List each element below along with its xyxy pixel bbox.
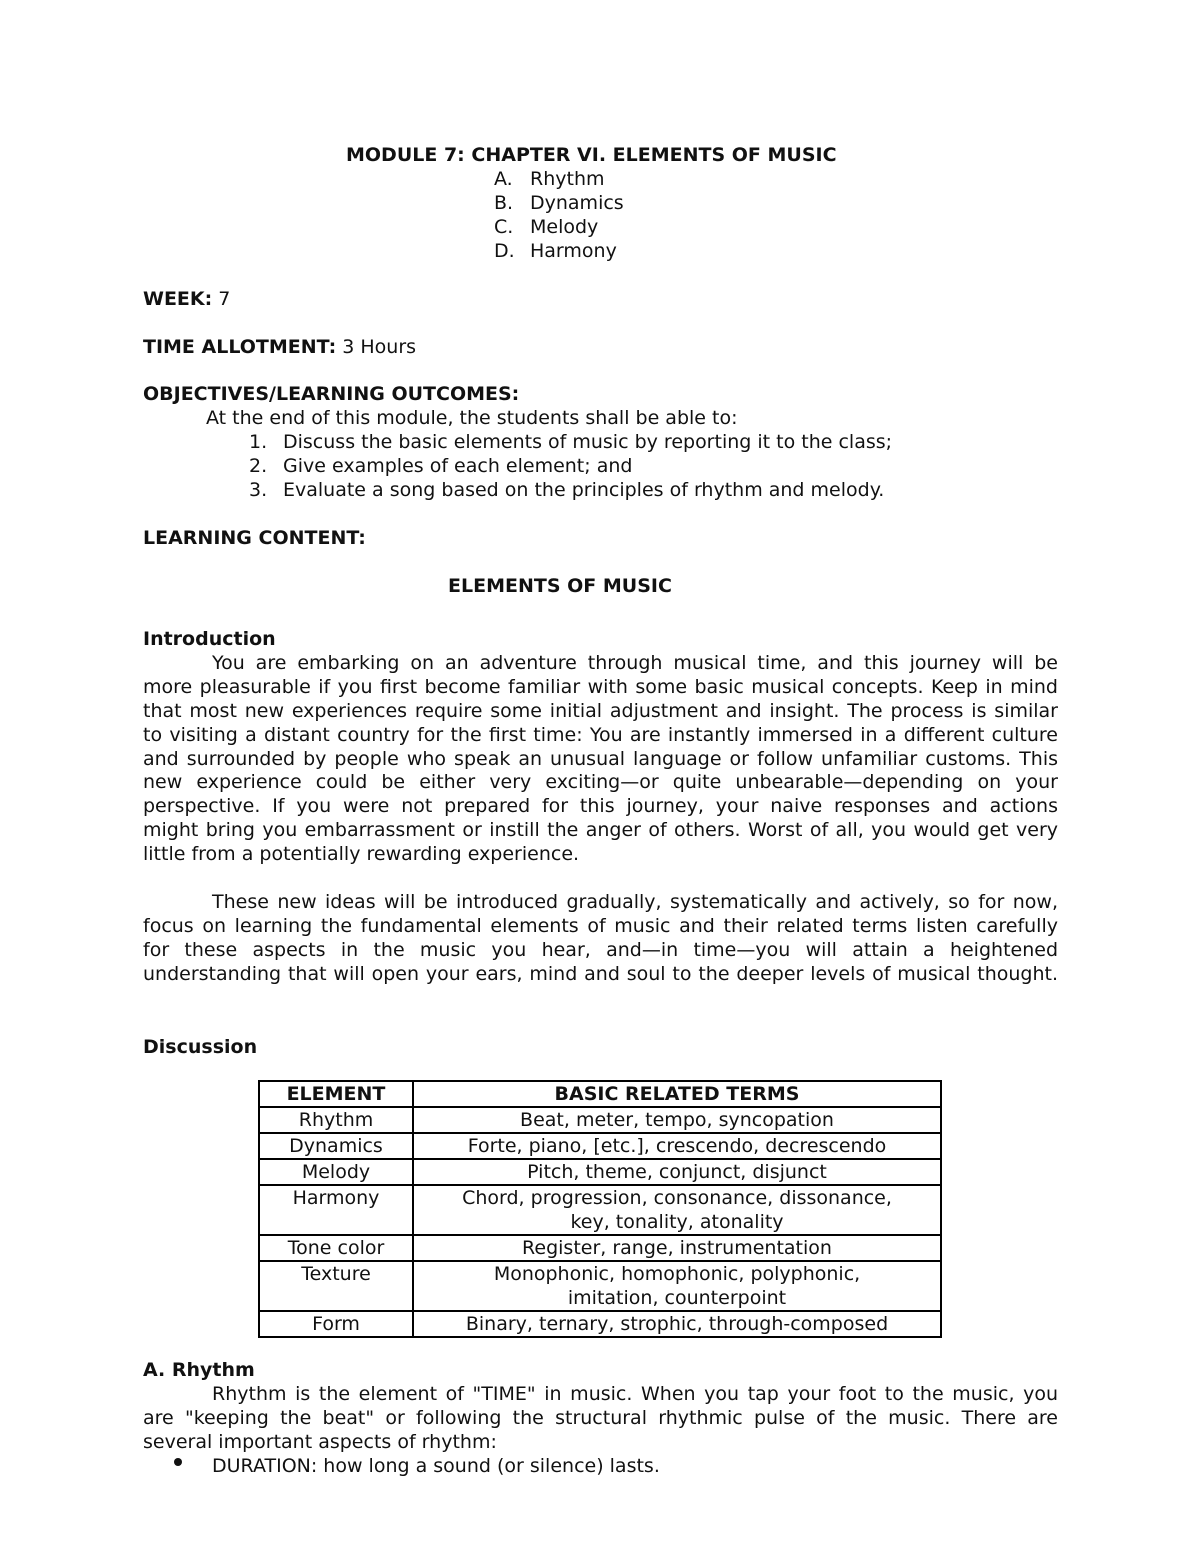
topic-label: Harmony — [530, 240, 617, 262]
paragraph-line: more pleasurable if you first become familiar with some basic musical concepts. Keep in mind — [143, 676, 1058, 698]
learning-content-heading: LEARNING CONTENT: — [143, 527, 366, 549]
topic-marker: D. — [494, 240, 515, 262]
objective-text: Discuss the basic elements of music by reporting it to the class; — [283, 431, 893, 453]
terms-line: Chord, progression, consonance, dissonance, — [462, 1187, 892, 1209]
paragraph-line: understanding that will open your ears, mind and soul to the deeper levels of musical thought. — [143, 963, 1058, 985]
column-header-element: ELEMENT — [259, 1081, 413, 1107]
terms-cell — [413, 1185, 941, 1235]
paragraph-line: several important aspects of rhythm: — [143, 1431, 497, 1453]
paragraph-line: new experience could be either very exciting—or quite unbearable—depending on your — [143, 771, 1058, 793]
terms-line: Monophonic, homophonic, polyphonic, — [493, 1263, 861, 1285]
terms-line: Pitch, theme, conjunct, disjunct — [527, 1161, 827, 1183]
week-line — [143, 287, 230, 311]
terms-line: Forte, piano, [etc.], crescendo, decrescendo — [467, 1135, 887, 1157]
paragraph-line: might bring you embarrassment or instill the anger of others. Worst of all, you would get very — [143, 819, 1058, 841]
paragraph-line: You are embarking on an adventure through musical time, and this journey will be — [212, 652, 1058, 674]
topic-label: Melody — [530, 216, 599, 238]
terms-line: imitation, counterpoint — [567, 1287, 787, 1309]
paragraph-line: are "keeping the beat" or following the structural rhythmic pulse of the music. There are — [143, 1407, 1058, 1429]
paragraph-line: focus on learning the fundamental elements of music and their related terms listen carefully — [143, 915, 1058, 937]
bullet-item: DURATION: how long a sound (or silence) lasts. — [212, 1455, 660, 1477]
objectives-heading: OBJECTIVES/LEARNING OUTCOMES: — [143, 383, 520, 405]
time-allotment-value: 3 Hours — [342, 336, 417, 358]
table-row — [259, 1185, 941, 1235]
topic-marker: A. — [494, 168, 513, 190]
objective-text: Evaluate a song based on the principles of rhythm and melody. — [283, 479, 885, 501]
table-row — [259, 1133, 941, 1159]
paragraph-line: Rhythm is the element of "TIME" in music. When you tap your foot to the music, you — [212, 1383, 1058, 1405]
element-cell: Texture — [259, 1261, 413, 1311]
terms-cell — [413, 1107, 941, 1133]
elements-table — [258, 1080, 942, 1338]
paragraph-line: to visiting a distant country for the first time: You are instantly immersed in a different culture — [143, 724, 1058, 746]
topic-marker: C. — [494, 216, 514, 238]
terms-line: Register, range, instrumentation — [522, 1237, 832, 1259]
element-cell: Tone color — [259, 1235, 413, 1261]
element-cell: Dynamics — [259, 1133, 413, 1159]
table-row — [259, 1107, 941, 1133]
terms-line: Beat, meter, tempo, syncopation — [520, 1109, 834, 1131]
terms-cell — [413, 1235, 941, 1261]
time-allotment-label: TIME ALLOTMENT: — [143, 336, 337, 358]
time-allotment-line — [143, 335, 416, 359]
table-row — [259, 1261, 941, 1311]
paragraph-line: These new ideas will be introduced gradually, systematically and actively, so for now, — [212, 891, 1058, 913]
paragraph-line: that most new experiences require some initial adjustment and insight. The process is similar — [143, 700, 1058, 722]
terms-cell — [413, 1261, 941, 1311]
section-title: ELEMENTS OF MUSIC — [448, 575, 672, 597]
paragraph-line: perspective. If you were not prepared for this journey, your naive responses and actions — [143, 795, 1058, 817]
table-row — [259, 1311, 941, 1337]
terms-cell — [413, 1311, 941, 1337]
column-header-terms: BASIC RELATED TERMS — [413, 1081, 941, 1107]
week-value: 7 — [218, 288, 231, 310]
table-row — [259, 1235, 941, 1261]
week-label: WEEK: — [143, 288, 213, 310]
discussion-heading: Discussion — [143, 1036, 258, 1058]
paragraph-line: and surrounded by people who speak an unusual language or follow unfamiliar customs. This — [143, 748, 1058, 770]
objective-number: 3. — [249, 479, 268, 501]
objective-number: 1. — [249, 431, 268, 453]
paragraph-line: little from a potentially rewarding experience. — [143, 843, 580, 865]
topic-label: Dynamics — [530, 192, 624, 214]
topic-marker: B. — [494, 192, 514, 214]
objective-number: 2. — [249, 455, 268, 477]
element-cell: Harmony — [259, 1185, 413, 1235]
table-row — [259, 1159, 941, 1185]
objective-text: Give examples of each element; and — [283, 455, 633, 477]
element-cell: Form — [259, 1311, 413, 1337]
topic-label: Rhythm — [530, 168, 605, 190]
terms-cell — [413, 1133, 941, 1159]
table-header-row — [259, 1081, 941, 1107]
terms-cell — [413, 1159, 941, 1185]
introduction-heading: Introduction — [143, 628, 276, 650]
module-title: MODULE 7: CHAPTER VI. ELEMENTS OF MUSIC — [346, 144, 837, 166]
terms-line: Binary, ternary, strophic, through-composed — [465, 1313, 889, 1335]
bullet-icon — [174, 1458, 182, 1466]
paragraph-line: for these aspects in the music you hear, and—in time—you will attain a heightened — [143, 939, 1058, 961]
element-cell: Rhythm — [259, 1107, 413, 1133]
terms-line: key, tonality, atonality — [570, 1211, 784, 1233]
element-cell: Melody — [259, 1159, 413, 1185]
objectives-intro: At the end of this module, the students shall be able to: — [206, 407, 738, 429]
rhythm-heading: A. Rhythm — [143, 1359, 255, 1381]
